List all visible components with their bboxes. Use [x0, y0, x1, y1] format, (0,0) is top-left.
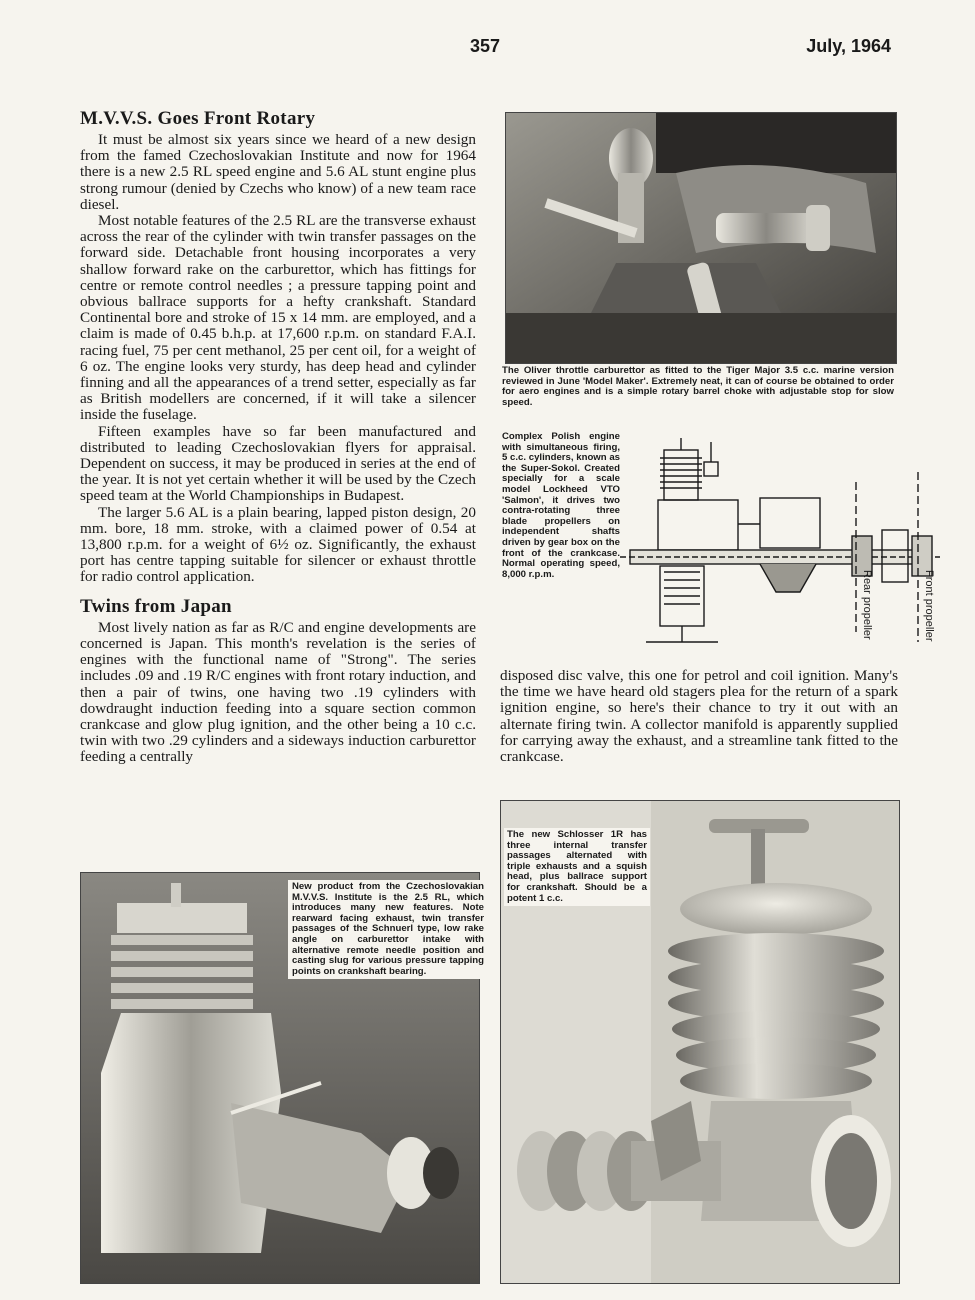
article-paragraph: Most lively nation as far as R/C and engine developments are concerned is Japan. This month's revelation is the series of engines with the functional name of "Strong". The series includes .09 and .19 R/C engines with front rotary induction, and then a pair of twins, one having two .19 cylinders with dowdraught induction feeding into a square section common crankcase and glow plug ignition, and the other being a 10 c.c. twin with two .29 cylinders and a sideways induction carburettor feeding a centrally — [80, 618, 476, 766]
front-propeller-label: Front propeller — [923, 570, 935, 642]
caption-oliver: The Oliver throttle carburettor as fitted to the Tiger Major 3.5 c.c. marine version reviewed in June 'Model Maker'. Extremely neat, it can of course be obtained to order for aero engines and is a simple rotary barrel choke with adjustable stop for slow speed. — [502, 365, 894, 408]
left-column — [80, 108, 476, 766]
article-paragraph: disposed disc valve, this one for petrol and coil ignition. Many's the time we have heard old stagers plea for the return of a spark ignition engine, so here's their chance to try it out with an alternate firing twin. A collector manifold is apparently supplied for carrying away the exhaust, and a streamline tank fitted to the crankcase. — [500, 667, 898, 766]
article-paragraph: The larger 5.6 AL is a plain bearing, lapped piston design, 20 mm. bore, 18 mm. stroke, with a claimed power of 0.54 at 13,800 r.p.m. for a weight of 6½ oz. Significantly, the exhaust port has centre tapping suitable for silencer or exhaust throttle for radio control application. — [80, 503, 476, 586]
article-paragraph: Most notable features of the 2.5 RL are the transverse exhaust across the rear of the cylinder with twin transfer passages on the forward side. Detachable front housing incorporates a very shallow forward rake on the carburettor, which has fittings for centre or remote control needles ; a pressure tapping point and obvious ballrace supports for a hefty crankshaft. Standard Continental bore and stroke of 15 x 14 mm. are employed, and a claim is made of 0.45 b.h.p. at 17,600 r.p.m. on standard F.A.I. racing fuel, 75 per cent methanol, 25 per cent oil, for a weight of 6 oz. The engine looks very sturdy, has deep head and cylinder finning and all the appearances of a trend setter, especially as far as British modellers are concerned, if it will take a silencer inside the fuselage. — [80, 212, 476, 424]
page-number: 357 — [470, 36, 501, 56]
article-heading-mvvs: M.V.V.S. Goes Front Rotary — [80, 108, 316, 129]
caption-schlosser: The new Schlosser 1R has three internal transfer passages alternated with triple exhausts and a squish head, plus ballrace support for crankshaft. Should be a potent 1 c.c. — [504, 828, 650, 906]
article-heading-twins: Twins from Japan — [80, 595, 232, 617]
page-date: July, 1964 — [806, 36, 891, 56]
right-column-text — [500, 668, 898, 765]
rear-propeller-label: Rear propeller — [861, 570, 873, 640]
article-paragraph: It must be almost six years since we heard of a new design from the famed Czechoslovakian Institute and now for 1964 there is a new 2.5 RL speed engine and 5.6 AL stunt engine plus strong rumour (denied by Czechs who know) of a new team race diesel. — [80, 131, 476, 213]
article-paragraph: Fifteen examples have so far been manufactured and distributed to leading Czechoslovakian flyers for appraisal. Dependent on success, it may be produced in series at the end of the year. It is not yet certain whether it will be used by the Czech speed team at the World Championships in Budapest. — [80, 422, 476, 505]
polish-engine-diagram — [620, 432, 942, 654]
caption-polish — [502, 432, 620, 580]
caption-polish-text: Complex Polish engine with simultaneous firing, 5 c.c. cylinders, known as the Super-Sokol. Created specially for a scale model Lockheed VTO 'Salmon', it drives two contra-rotating three blade propellers on independent shafts driven by gear box on the front of the crankcase. Normal operating speed, 8,000 r.p.m. — [502, 431, 620, 580]
oliver-carburettor-photo — [505, 112, 897, 364]
caption-mvvs: New product from the Czechoslovakian M.V.V.S. Institute is the 2.5 RL, which introduces many new features. Note rearward facing exhaust, twin transfer passages of the Schnuerl type, low rake angle on carburettor intake with alternative remote needle position and casting slug for various pressure tapping points on crankshaft bearing. — [288, 880, 488, 979]
